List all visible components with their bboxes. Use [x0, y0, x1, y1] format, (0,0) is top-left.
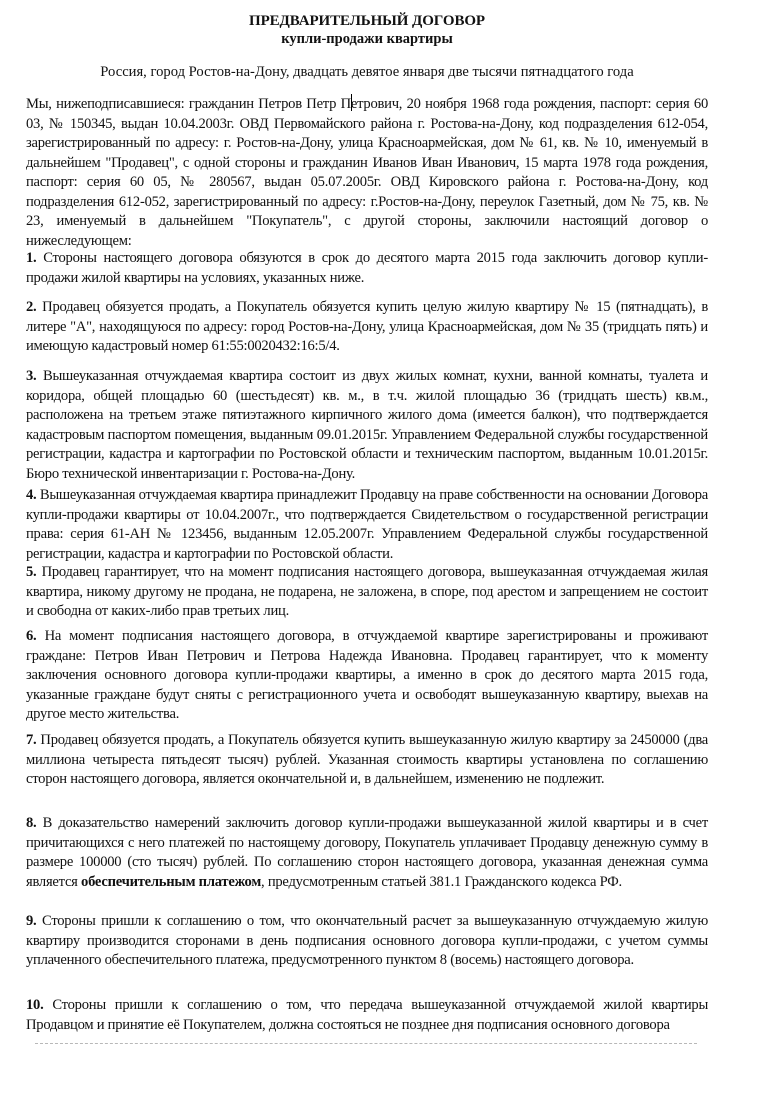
clause-9 [26, 912, 708, 971]
clause-number: 4. [26, 487, 37, 503]
clause-5 [26, 563, 708, 622]
clause-number: 1. [26, 250, 37, 266]
clause-4 [26, 486, 708, 564]
clause-text-start: В доказательство намерений заключить договор купли-продажи вышеуказанной жилой квартиры и в счет причитающихся с него платежей по настоящему договору, Покупатель уплачивает Продавцу денежную сумму в размере 100000 (сто тысяч) рублей. По соглашению сторон настоящего договора, указанная денежная сумма является [26, 815, 708, 890]
clause-text: Стороны пришли к соглашению о том, что окончательный расчет за вышеуказанную отчуждаемую жилую квартиру производится сторонами в день подписания основного договора купли-продажи, с учетом суммы уплаченного обеспечительного платежа, предусмотренного пунктом 8 (восемь) настоящего договора. [26, 913, 708, 968]
clause-number: 5. [26, 564, 37, 580]
clause-number: 7. [26, 732, 37, 748]
clause-10 [26, 996, 708, 1035]
clause-number: 3. [26, 368, 37, 384]
clause-text: Стороны пришли к соглашению о том, что передача вышеуказанной отчуждаемой жилой квартиры Продавцом и принятие её Покупателем, должна состояться не позднее дня подписания основного договора [26, 997, 708, 1033]
page-break-divider [35, 1043, 697, 1044]
clause-6 [26, 627, 708, 725]
preamble-text-start: Мы, нижеподписавшиеся: гражданин Петров Петр П [26, 96, 351, 112]
clause-text: Продавец обязуется продать, а Покупатель обязуется купить вышеуказанную жилую квартиру за 2450000 (два миллиона четыреста пятьдесят тысяч) рублей. Указанная стоимость квартиры установлена по соглашению сторон настоящего договора, является окончательной и, в дальнейшем, изменению не подлежит. [26, 732, 708, 787]
place-and-date: Россия, город Ростов-на-Дону, двадцать девятое января две тысячи пятнадцатого года [100, 64, 634, 80]
preamble-paragraph[interactable] [26, 94, 708, 251]
clause-text: На момент подписания настоящего договора, в отчуждаемой квартире зарегистрированы и проживают граждане: Петров Иван Петрович и Петрова Надежда Ивановна. Продавец гарантирует, что к моменту заключения основного договора купли-продажи квартиры, а именно в срок до десятого марта 2015 года, указанные граждане будут сняты с регистрационного учета и освободят вышеуказанную квартиру, выехав на другое место жительства. [26, 628, 708, 722]
clause-bold-term: обеспечительным платежом [81, 873, 262, 890]
clause-text: Вышеуказанная отчуждаемая квартира состоит из двух жилых комнат, кухни, ванной комнаты, туалета и коридора, общей площадью 60 (шестьдесят) кв. м., в т.ч. жилой площадью 36 (тридцать шесть) кв.м., расположена на третьем этаже пятиэтажного кирпичного жилого дома (имеется балкон), что подтверждается кадастровым паспортом помещения, выданным 09.01.2015г. Управлением Федеральной службы государственной регистрации, кадастра и картографии по Ростовской области и техническим паспортом, выданным 10.01.2015г. Бюро технической инвентаризации г. Ростова-на-Дону. [26, 368, 708, 482]
clause-text: Вышеуказанная отчуждаемая квартира принадлежит Продавцу на праве собственности на основании Договора купли-продажи квартиры от 10.04.2007г., что подтверждается Свидетельством о государственной регистрации права: серия 61-АН № 123456, выданным 12.05.2007г. Управлением Федеральной службы государственной регистрации, кадастра и картографии по Ростовской области. [26, 487, 708, 562]
clause-3 [26, 367, 708, 484]
clause-text-end: , предусмотренным статьей 381.1 Гражданского кодекса РФ. [261, 873, 622, 890]
clause-text: Стороны настоящего договора обязуются в срок до десятого марта 2015 года заключить договор купли-продажи жилой квартиры на условиях, указанных ниже. [26, 250, 708, 286]
preamble-text-end: етрович, 20 ноября 1968 года рождения, паспорт: серия 60 03, № 150345, выдан 10.04.2003г. ОВД Первомайского района г. Ростова-на-Дону, код подразделения 612-054, зарегистрированный по адресу: г. Ростов-на-Дону, улица Красноармейская, дом № 61, кв. № 10, именуемый в дальнейшем "Продавец", с одной стороны и гражданин Иванов Иван Иванович, 15 марта 1978 года рождения, паспорт: серия 60 05, № 280567, выдан 05.07.2005г. ОВД Кировского района г. Ростова-на-Дону, код подразделения 612-052, зарегистрированный по адресу: г.Ростов-на-Дону, переулок Газетный, дом № 75, кв. № 23, именуемый в дальнейшем "Покупатель", с другой стороны, заключили настоящий договор о нижеследующем: [26, 96, 708, 249]
document-subtitle: купли-продажи квартиры [281, 31, 453, 47]
clause-number: 8. [26, 815, 37, 831]
clause-text: Продавец обязуется продать, а Покупатель обязуется купить целую жилую квартиру № 15 (пятнадцать), в литере "А", находящуюся по адресу: город Ростов-на-Дону, улица Красноармейская, дом № 35 (тридцать пять) и имеющую кадастровый номер 61:55:0020432:16:5/4. [26, 299, 708, 354]
clause-text: Продавец гарантирует, что на момент подписания настоящего договора, вышеуказанная отчуждаемая жилая квартира, никому другому не продана, не подарена, не заложена, в споре, под арестом и запрещением не состоит и свободна от каких-либо прав третьих лиц. [26, 564, 708, 619]
clause-number: 10. [26, 997, 44, 1013]
document-title: ПРЕДВАРИТЕЛЬНЫЙ ДОГОВОР [249, 13, 485, 29]
clause-7 [26, 731, 708, 790]
clause-number: 6. [26, 628, 37, 644]
clause-1 [26, 249, 708, 288]
clause-number: 2. [26, 299, 37, 315]
clause-number: 9. [26, 913, 37, 929]
clause-8 [26, 814, 708, 892]
clause-2 [26, 298, 708, 357]
